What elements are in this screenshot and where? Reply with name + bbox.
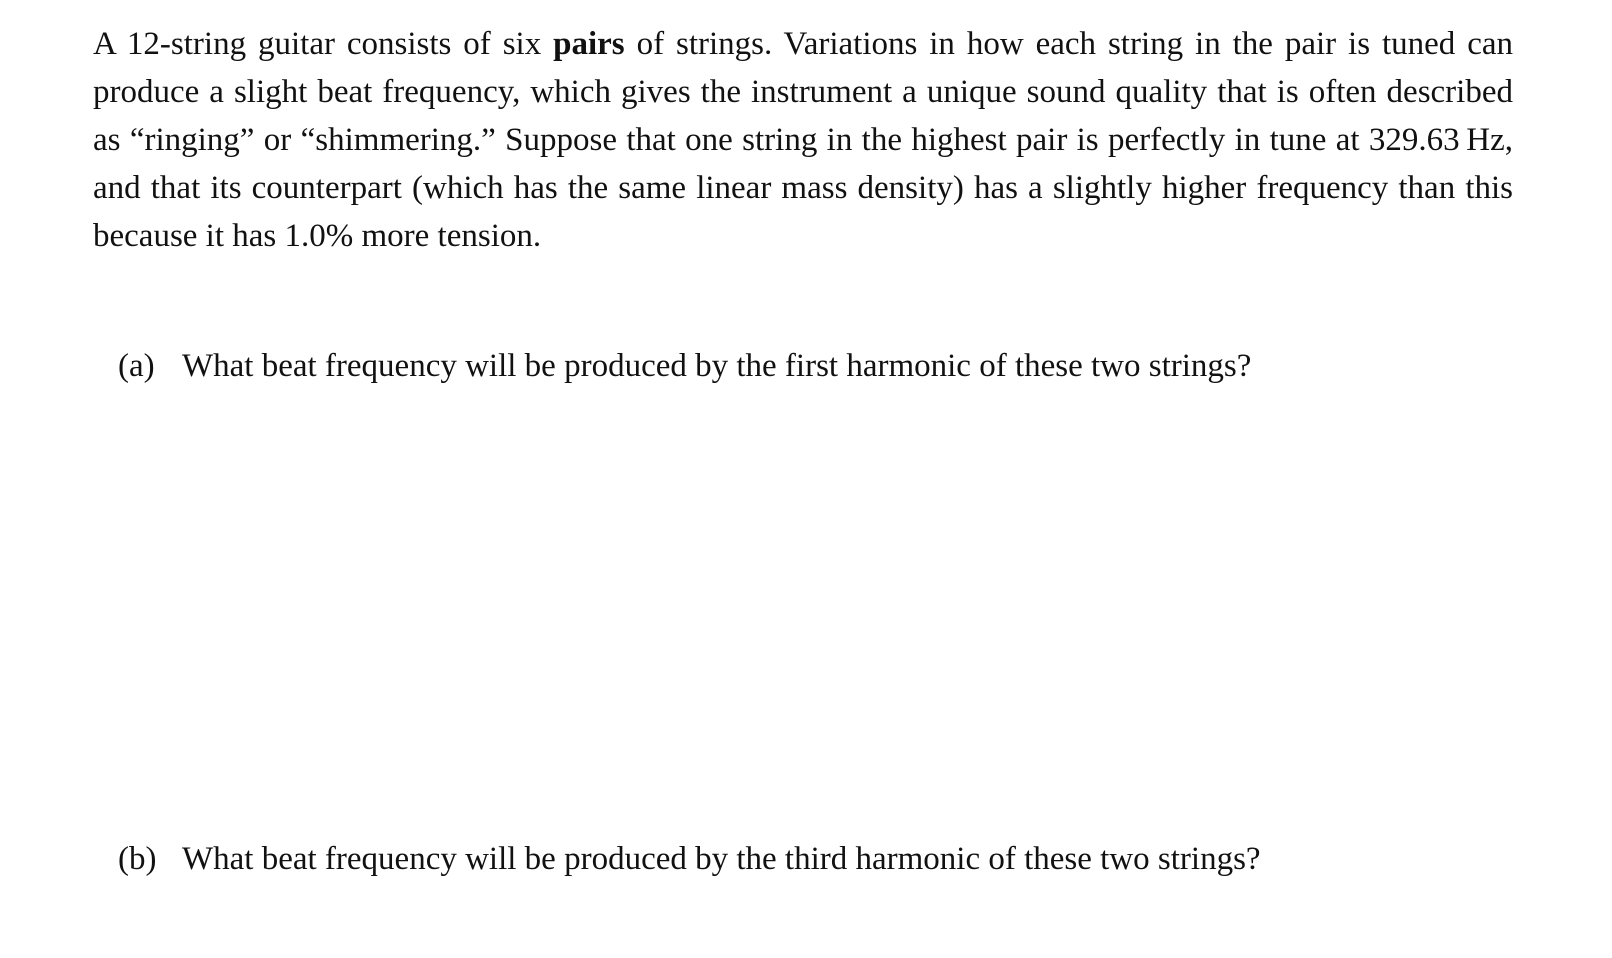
problem-bold-term: pairs xyxy=(553,26,625,62)
problem-statement xyxy=(93,20,1513,260)
question-a-text: What beat frequency will be produced by the first harmonic of these two strings? xyxy=(182,348,1252,384)
problem-intro-rest: of strings. Variations in how each string in the pair is tuned can produce a slight beat frequency, which gives the instrument a unique sound quality that is often described as “ringing” or “shimmering.” Suppose that one string in the highest pair is perfectly in tune at 329.63 Hz, and that its counterpart (which has the same linear mass density) has a slightly higher frequency than this because it has 1.0% more tension. xyxy=(93,26,1513,254)
question-b-text: What beat frequency will be produced by the third harmonic of these two strings? xyxy=(182,841,1261,877)
question-a xyxy=(118,342,1251,390)
problem-intro-start: A 12-string guitar consists of six xyxy=(93,26,554,62)
question-b-label: (b) xyxy=(118,841,157,877)
question-b xyxy=(118,835,1261,883)
question-a-label: (a) xyxy=(118,348,155,384)
